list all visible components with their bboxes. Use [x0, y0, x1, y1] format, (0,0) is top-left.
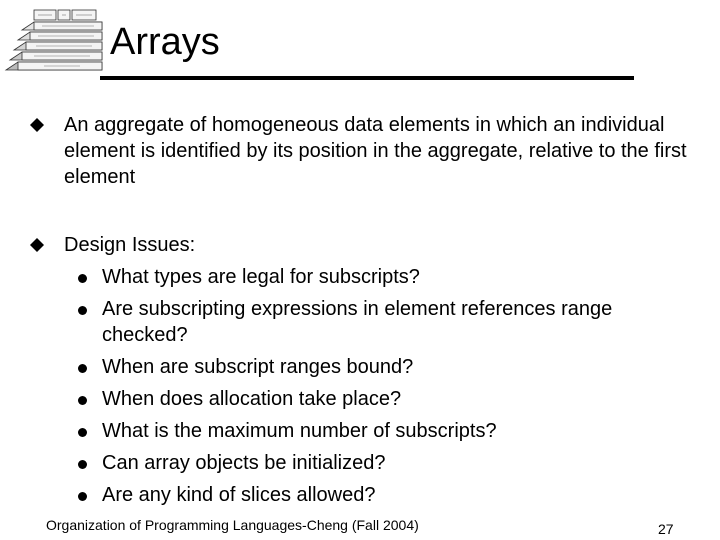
sub-bullet-item	[64, 386, 700, 412]
sub-bullet-text: Are subscripting expressions in element references range checked?	[102, 298, 613, 346]
dot-bullet-icon	[78, 460, 87, 469]
sub-bullet-item	[64, 264, 700, 290]
sub-bullet-text: When does allocation take place?	[102, 388, 402, 410]
sub-bullet-text: Are any kind of slices allowed?	[102, 484, 376, 506]
dot-bullet-icon	[78, 396, 87, 405]
slide-title: Arrays	[110, 21, 220, 63]
dot-bullet-icon	[78, 428, 87, 437]
dot-bullet-icon	[78, 274, 87, 283]
sub-bullet-list	[64, 264, 700, 508]
sub-bullet-item	[64, 450, 700, 476]
sub-bullet-text: What is the maximum number of subscripts?	[102, 420, 497, 442]
sub-bullet-item	[64, 482, 700, 508]
page-number: 27	[658, 521, 674, 537]
bullet-text: Design Issues:	[64, 234, 196, 256]
slide-footer: Organization of Programming Languages-Cheng (Fall 2004)	[46, 517, 419, 533]
sub-bullet-item	[64, 354, 700, 380]
language-layers-logo	[4, 4, 104, 74]
diamond-bullet-icon	[30, 118, 44, 132]
dot-bullet-icon	[78, 306, 87, 315]
dot-bullet-icon	[78, 364, 87, 373]
bullet-item-definition	[30, 112, 700, 190]
dot-bullet-icon	[78, 492, 87, 501]
bullet-list	[30, 112, 700, 508]
sub-bullet-item	[64, 296, 700, 348]
title-divider	[100, 76, 634, 80]
bullet-item-design-issues	[30, 232, 700, 508]
sub-bullet-text: Can array objects be initialized?	[102, 452, 386, 474]
sub-bullet-text: What types are legal for subscripts?	[102, 266, 420, 288]
diamond-bullet-icon	[30, 238, 44, 252]
sub-bullet-text: When are subscript ranges bound?	[102, 356, 414, 378]
bullet-text: An aggregate of homogeneous data elements in which an individual element is identified by its position in the aggregate, relative to the first element	[64, 114, 687, 188]
sub-bullet-item	[64, 418, 700, 444]
